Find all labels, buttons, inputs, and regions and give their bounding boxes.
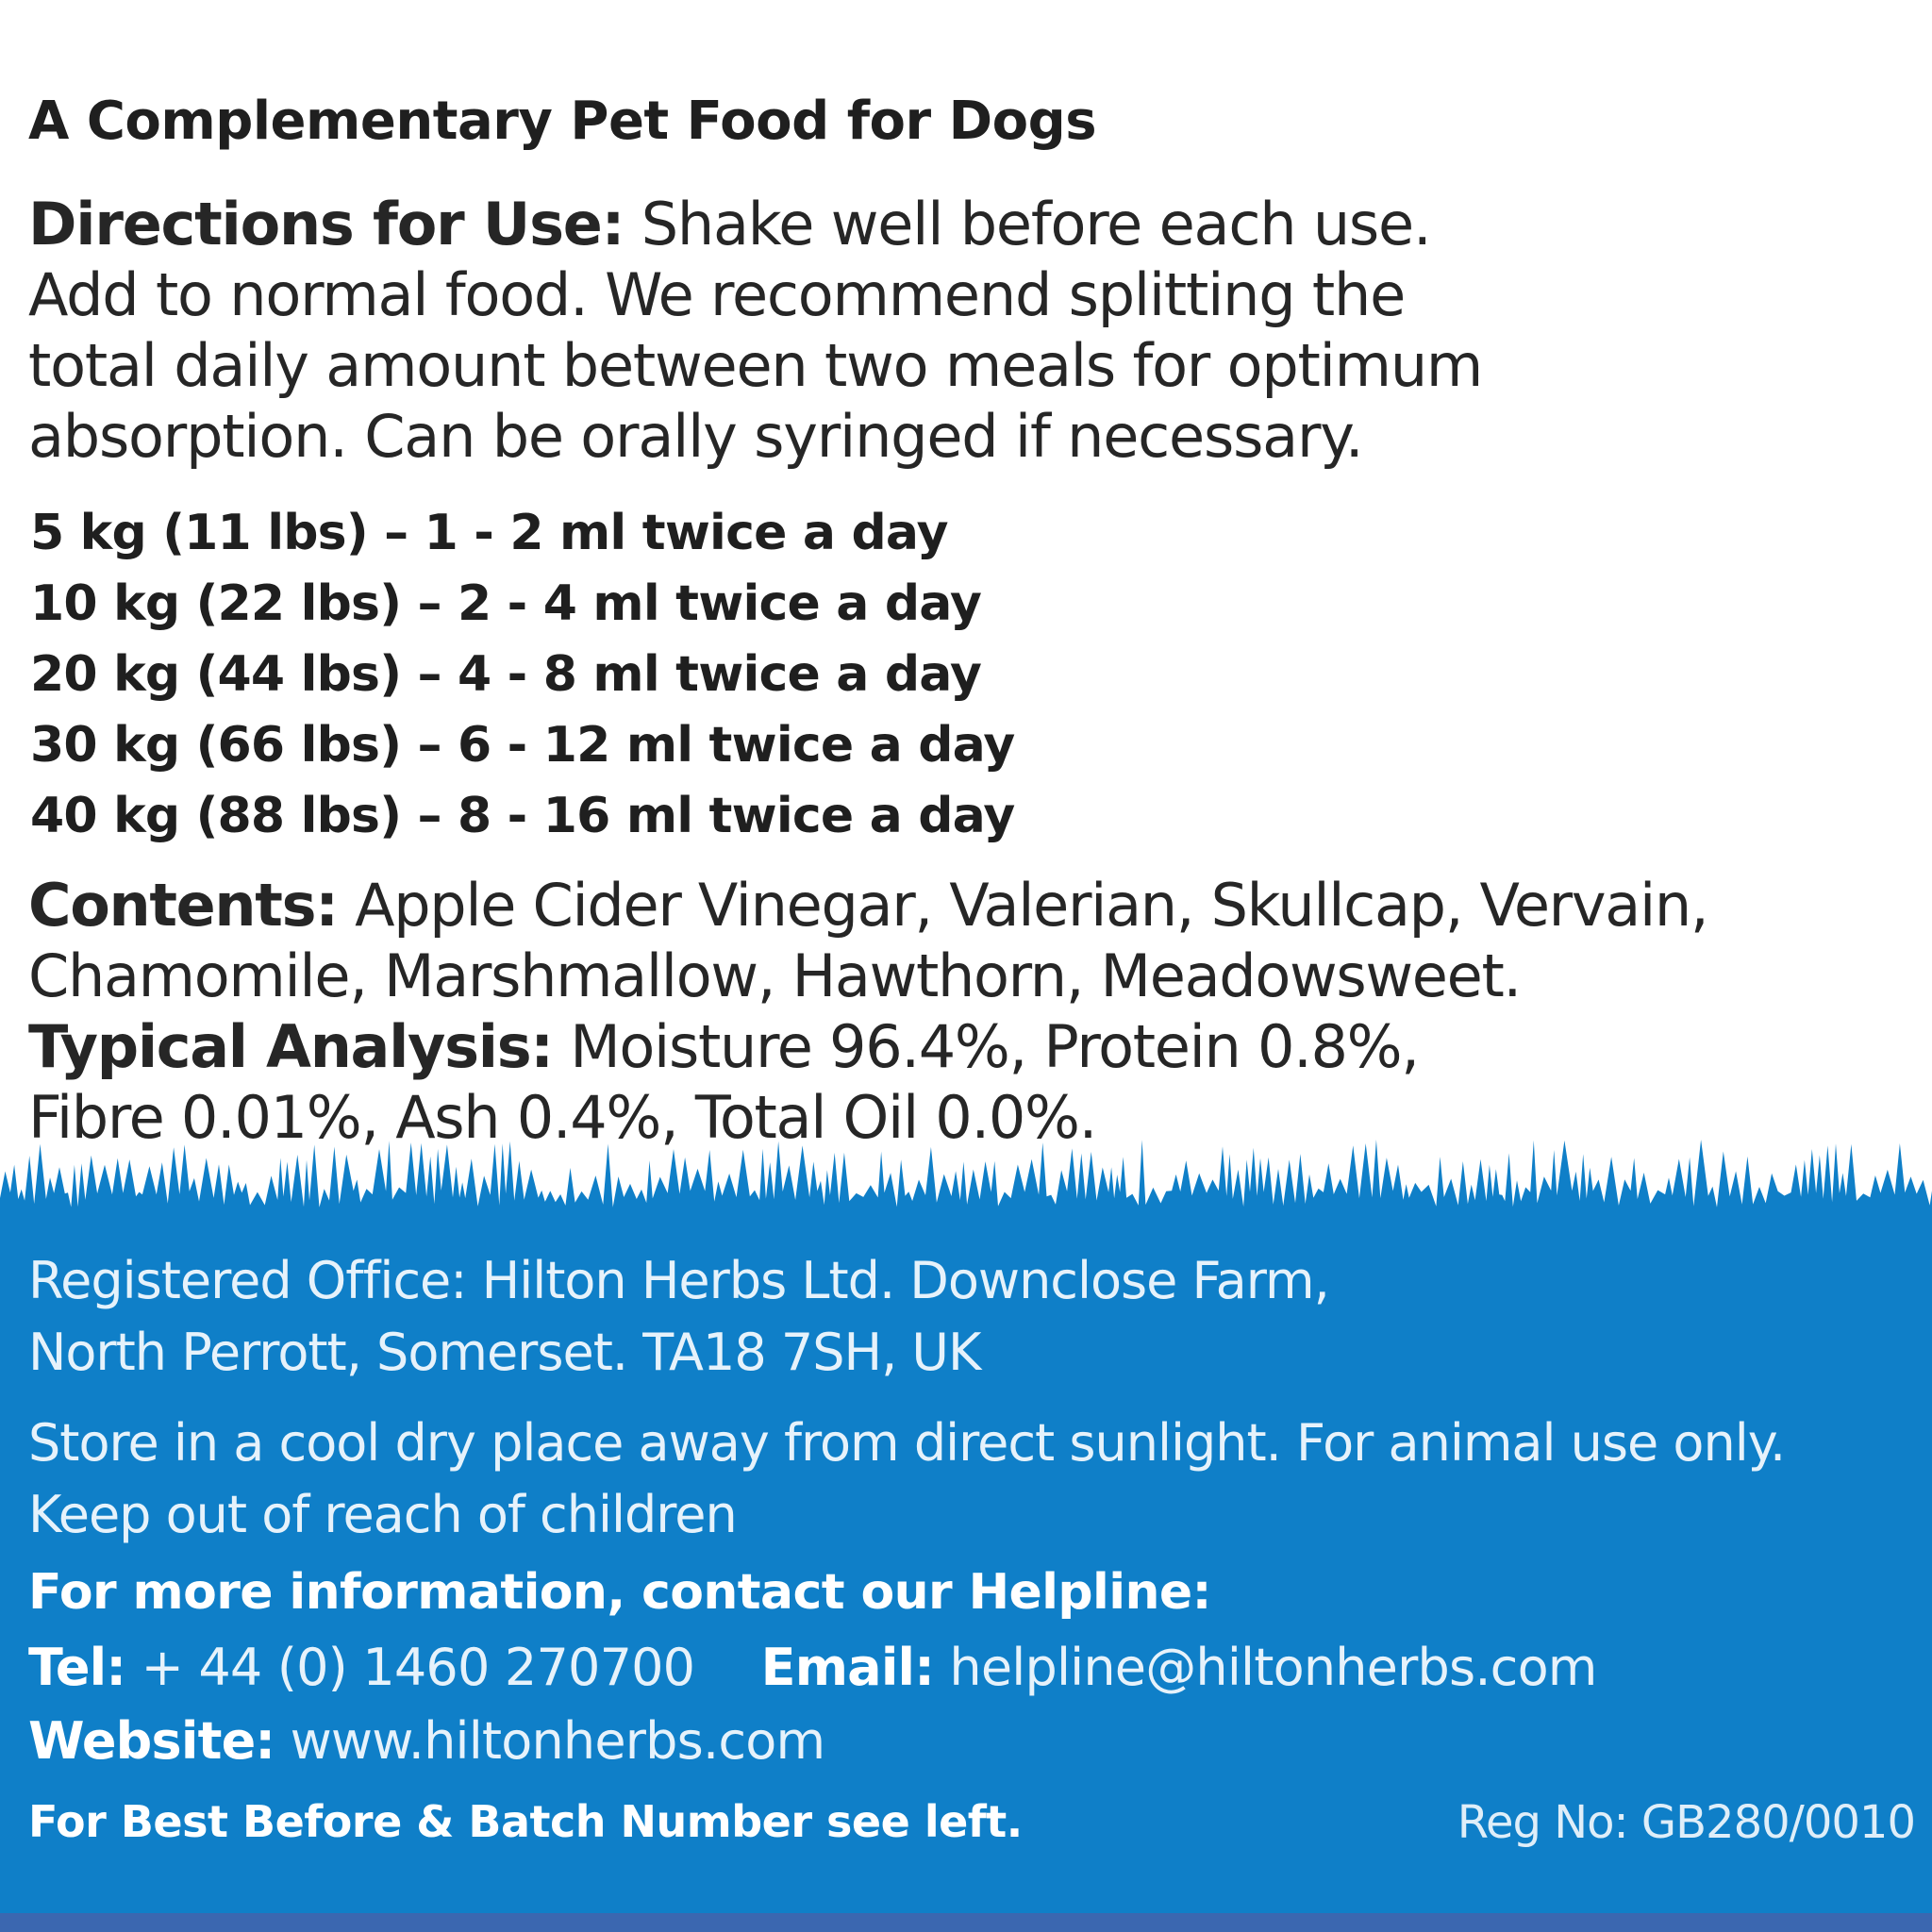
tel-label: Tel: — [28, 1638, 126, 1697]
office-line: North Perrott, Somerset. TA18 7SH, UK — [28, 1323, 981, 1382]
dosage-item: 40 kg (88 lbs) – 8 - 16 ml twice a day — [30, 788, 1015, 844]
storage-line: Keep out of reach of children — [28, 1485, 737, 1544]
page-title: A Complementary Pet Food for Dogs — [28, 91, 1097, 152]
storage-line: Store in a cool dry place away from direct sunlight. For animal use only. — [28, 1413, 1786, 1473]
directions-label: Directions for Use: — [28, 190, 625, 258]
website-label: Website: — [28, 1711, 275, 1771]
directions-paragraph — [28, 189, 1821, 472]
contents-first-text: Apple Cider Vinegar, Valerian, Skullcap, Vervain, — [337, 871, 1708, 940]
directions-first-text: Shake well before each use. — [624, 190, 1431, 258]
dosage-item: 20 kg (44 lbs) – 4 - 8 ml twice a day — [30, 646, 982, 703]
office-line: Registered Office: Hilton Herbs Ltd. Downclose Farm, — [28, 1251, 1329, 1310]
analysis-first-line — [28, 1011, 1707, 1082]
email-group — [761, 1638, 1597, 1697]
dosage-item: 30 kg (66 lbs) – 6 - 12 ml twice a day — [30, 717, 1015, 774]
contents-paragraph — [28, 870, 1707, 1153]
directions-first-line — [28, 189, 1821, 259]
contact-row-phone-email — [28, 1638, 1597, 1697]
contents-label: Contents: — [28, 871, 338, 940]
registration-number: Reg No: GB280/0010 — [1457, 1796, 1915, 1849]
bottom-stripe — [0, 1913, 1932, 1932]
tel-value: + 44 (0) 1460 270700 — [125, 1638, 695, 1697]
website-value: www.hiltonherbs.com — [275, 1711, 825, 1771]
directions-line: total daily amount between two meals for optimum — [28, 331, 1483, 400]
dosage-item: 10 kg (22 lbs) – 2 - 4 ml twice a day — [30, 575, 982, 632]
dosage-list — [30, 498, 1014, 852]
helpline-heading: For more information, contact our Helpline: — [28, 1564, 1211, 1621]
best-before-note: For Best Before & Batch Number see left. — [28, 1796, 1023, 1847]
directions-line: absorption. Can be orally syringed if necessary. — [28, 402, 1363, 471]
contents-first-line — [28, 870, 1707, 941]
storage-instructions — [28, 1407, 1785, 1551]
analysis-second-line: Fibre 0.01%, Ash 0.4%, Total Oil 0.0%. — [28, 1083, 1097, 1152]
contact-row-website — [28, 1711, 824, 1771]
email-label: Email: — [760, 1638, 935, 1697]
registered-office — [28, 1245, 1329, 1389]
directions-line: Add to normal food. We recommend splitting the — [28, 260, 1406, 329]
analysis-first-text: Moisture 96.4%, Protein 0.8%, — [552, 1012, 1419, 1081]
dosage-item: 5 kg (11 lbs) – 1 - 2 ml twice a day — [30, 505, 948, 561]
footer-panel — [0, 1215, 1932, 1913]
analysis-label: Typical Analysis: — [28, 1012, 553, 1081]
contents-second-line: Chamomile, Marshmallow, Hawthorn, Meadowsweet. — [28, 941, 1521, 1010]
email-value: helpline@hiltonherbs.com — [934, 1638, 1597, 1697]
